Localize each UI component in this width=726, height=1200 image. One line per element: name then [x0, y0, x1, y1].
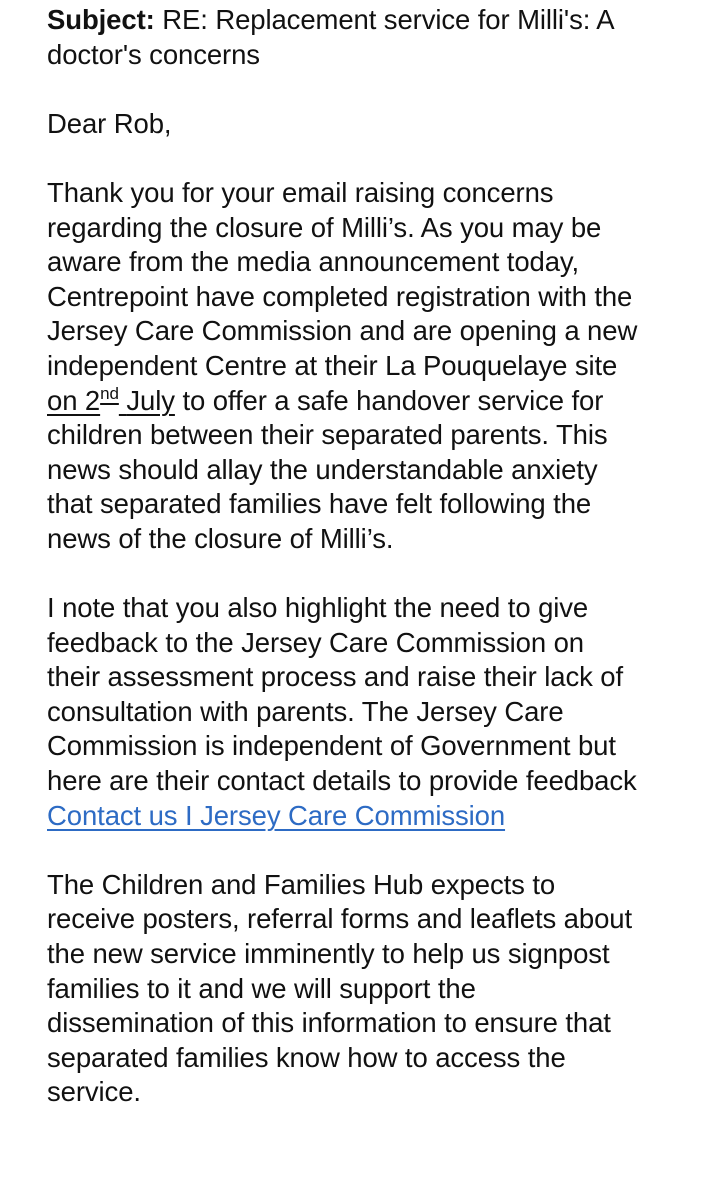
contact-us-link[interactable]: Contact us I Jersey Care Commission [47, 799, 506, 831]
date-on: on 2 [47, 384, 101, 416]
paragraph-1-line: children between their separated parents. This [47, 419, 608, 451]
date-ordinal-superscript: nd [100, 383, 119, 403]
subject-text: RE: Replacement service for Milli's: A [162, 4, 615, 35]
paragraph-1-line: that separated families have felt following the [47, 488, 592, 520]
date-line [47, 384, 717, 419]
paragraph-2-line: their assessment process and raise their lack of [47, 661, 624, 693]
paragraph-3-line: The Children and Families Hub expects to [47, 868, 556, 900]
paragraph-2-line: Commission is independent of Government but [47, 730, 616, 762]
date-line-rest: to offer a safe handover service for [174, 384, 604, 416]
email-body [47, 3, 717, 1110]
subject-line-2: doctor's concerns [47, 38, 260, 70]
paragraph-1 [47, 176, 717, 557]
paragraph-2-line: feedback to the Jersey Care Commission on [47, 626, 584, 658]
greeting: Dear Rob, [47, 107, 172, 139]
paragraph-2-line: I note that you also highlight the need to give [47, 592, 589, 624]
spacer [47, 557, 717, 592]
paragraph-1-line: regarding the closure of Milli’s. As you may be [47, 211, 602, 243]
paragraph-1-line: Centrepoint have completed registration with the [47, 280, 633, 312]
spacer [47, 833, 717, 868]
paragraph-3-line: service. [47, 1076, 141, 1108]
paragraph-3-line: the new service imminently to help us signpost [47, 938, 610, 970]
paragraph-2 [47, 591, 717, 833]
paragraph-3-line: families to it and we will support the [47, 972, 476, 1004]
paragraph-1-line: news of the closure of Milli’s. [47, 522, 394, 554]
spacer [47, 141, 717, 176]
subject-line-1 [47, 3, 717, 38]
paragraph-1-line: independent Centre at their La Pouquelaye site [47, 349, 618, 381]
paragraph-3-line: dissemination of this information to ensure that [47, 1007, 611, 1039]
paragraph-2-line: consultation with parents. The Jersey Care [47, 695, 564, 727]
paragraph-2-line: here are their contact details to provide feedback [47, 765, 637, 797]
paragraph-1-line: Jersey Care Commission and are opening a new [47, 315, 638, 347]
paragraph-3 [47, 868, 717, 1110]
paragraph-3-line: receive posters, referral forms and leaflets about [47, 903, 633, 935]
spacer [47, 72, 717, 107]
paragraph-1-line: Thank you for your email raising concerns [47, 176, 554, 208]
subject-label: Subject: [47, 4, 155, 35]
date-month: July [126, 384, 175, 416]
contact-link-line [47, 799, 717, 834]
paragraph-3-line: separated families know how to access the [47, 1041, 566, 1073]
paragraph-1-line: news should allay the understandable anxiety [47, 453, 598, 485]
paragraph-1-line: aware from the media announcement today, [47, 246, 580, 278]
